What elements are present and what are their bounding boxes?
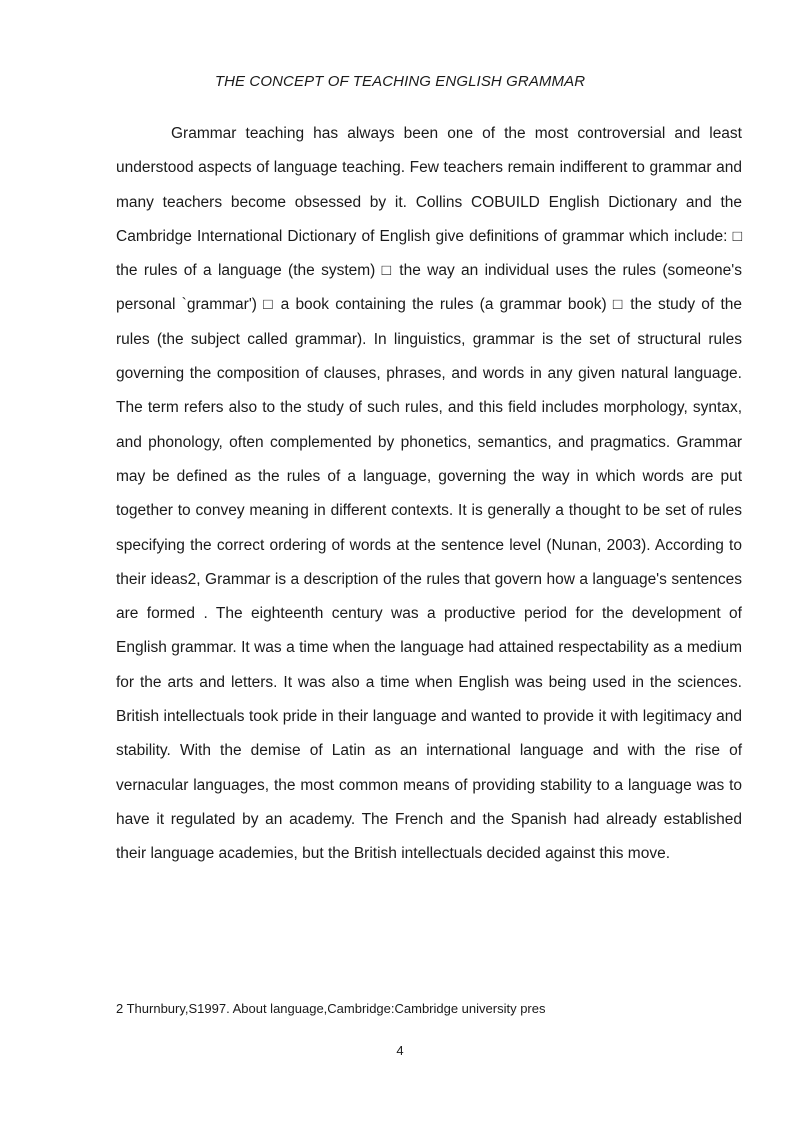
footnote: 2 Thurnbury,S1997. About language,Cambridge:Cambridge university pres — [116, 1001, 546, 1016]
page-number: 4 — [396, 1043, 404, 1058]
body-paragraph: Grammar teaching has always been one of the most controversial and least understood aspects of language teaching. Few teachers remain indifferent to grammar and many teachers become obsessed by it. Collins COBUILD English Dictionary and the Cambridge International Dictionary of English give definitions of grammar which include: □ the rules of a language (the system) □ the way an individual uses the rules (someone's personal `grammar') □ a book containing the rules (a grammar book) □ the study of the rules (the subject called grammar). In linguistics, grammar is the set of structural rules governing the composition of clauses, phrases, and words in any given natural language. The term refers also to the study of such rules, and this field includes morphology, syntax, and phonology, often complemented by phonetics, semantics, and pragmatics. Grammar may be defined as the rules of a language, governing the way in which words are put together to convey meaning in different contexts. It is generally a thought to be set of rules specifying the correct ordering of words at the sentence level (Nunan, 2003). According to their ideas2, Grammar is a description of the rules that govern how a language's sentences are formed . The eighteenth century was a productive period for the development of English grammar. It was a time when the language had attained respectability as a medium for the arts and letters. It was also a time when English was being used in the sciences. British intellectuals took pride in their language and wanted to provide it with legitimacy and stability. With the demise of Latin as an international language and with the rise of vernacular languages, the most common means of providing stability to a language was to have it regulated by an academy. The French and the Spanish had already established their language academies, but the British intellectuals decided against this move. — [116, 125, 742, 863]
page-title: THE CONCEPT OF TEACHING ENGLISH GRAMMAR — [214, 73, 586, 90]
